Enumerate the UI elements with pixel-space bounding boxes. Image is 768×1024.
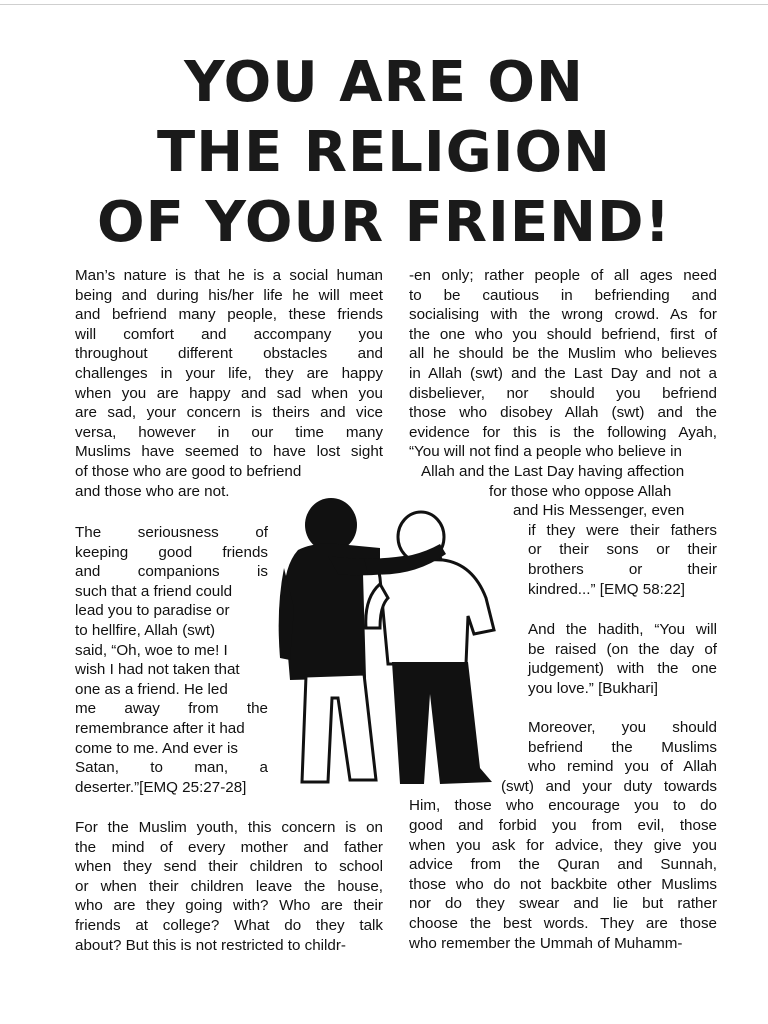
title-line-2: THE RELIGION xyxy=(157,120,611,185)
text-line: be raised (on the day of xyxy=(528,640,717,658)
text-line: or their sons or their xyxy=(528,541,717,559)
right-paragraph-hadith xyxy=(528,620,717,698)
text-line: those who do not backbite other Muslims xyxy=(409,875,717,893)
text-line: who remember the Ummah of Muhamm- xyxy=(409,934,683,952)
text-line: are sad, your concern is theirs and vice xyxy=(75,404,383,422)
text-line: who are they going with? Who are their xyxy=(75,897,383,915)
text-line: to hellfire, Allah (swt) xyxy=(75,621,216,639)
text-line: and companions is xyxy=(75,563,268,581)
page-title xyxy=(0,48,768,258)
text-line: those who disobey Allah (swt) and the xyxy=(409,404,717,422)
text-line: Muslims have seemed to have lost sight xyxy=(75,443,383,461)
text-line: or when their children leave the house, xyxy=(75,877,383,895)
text-line: and those who are not. xyxy=(75,482,230,500)
text-line: advice from the Quran and Sunnah, xyxy=(409,856,717,874)
text-line: “You will not find a people who believe in xyxy=(409,443,682,461)
text-line: when you are happy and sad when you xyxy=(75,384,383,402)
text-line: you love.” [Bukhari] xyxy=(528,679,658,697)
text-line: in Allah (swt) and the Last Day and not a xyxy=(409,364,717,382)
left-paragraph-seriousness xyxy=(75,523,268,797)
text-line: for those who oppose Allah xyxy=(489,482,672,500)
two-friends-embracing-icon xyxy=(268,498,508,788)
text-line: versa, however in our time many xyxy=(75,423,383,441)
text-line: come to me. And ever is xyxy=(75,739,238,757)
text-line: me away from the xyxy=(75,700,268,718)
text-line: such that a friend could xyxy=(75,582,233,600)
text-line: being and during his/her life he will meet xyxy=(75,286,383,304)
text-line: kindred...” [EMQ 58:22] xyxy=(528,580,686,598)
text-line: disbeliever, nor should you befriend xyxy=(409,384,717,402)
text-line: Moreover, you should xyxy=(528,719,717,736)
left-paragraph-muslim-youth xyxy=(75,818,383,955)
text-line: Man’s nature is that he is a social human xyxy=(75,267,383,284)
text-line: when you ask for advice, they give you xyxy=(409,836,717,854)
text-line: all he should be the Muslim who believes xyxy=(409,345,717,363)
text-line: befriend the Muslims xyxy=(528,738,717,756)
text-line: keeping good friends xyxy=(75,543,268,561)
text-line: The seriousness of xyxy=(75,524,268,541)
text-line: remembrance after it had xyxy=(75,719,245,737)
text-line: Satan, to man, a xyxy=(75,759,268,777)
text-line: who remind you of Allah xyxy=(528,758,717,776)
text-line: friends at college? What do they talk xyxy=(75,916,383,934)
left-paragraph-intro xyxy=(75,266,383,501)
text-line: will comfort and accompany you xyxy=(75,325,383,343)
text-line: said, “Oh, woe to me! I xyxy=(75,641,228,659)
text-line: choose the best words. They are those xyxy=(409,914,717,932)
text-line: wish I had not taken that xyxy=(75,661,240,679)
text-line: socialising with the wrong crowd. As for xyxy=(409,306,717,324)
text-line: brothers or their xyxy=(528,560,717,578)
text-line: deserter.”[EMQ 25:27-28] xyxy=(75,778,247,796)
text-line: Allah and the Last Day having affection xyxy=(421,462,685,480)
text-line: (swt) and your duty towards xyxy=(501,777,717,795)
text-line: And the hadith, “You will xyxy=(528,621,717,638)
text-line: and befriend many people, these friends xyxy=(75,306,383,324)
text-line: judgement) with the one xyxy=(528,660,717,678)
title-line-3: OF YOUR FRIEND! xyxy=(97,190,671,255)
text-line: the mind of every mother and father xyxy=(75,838,383,856)
text-line: lead you to paradise or xyxy=(75,602,230,620)
text-line: For the Muslim youth, this concern is on xyxy=(75,819,383,836)
text-line: Him, those who encourage you to do xyxy=(409,797,717,815)
page-top-edge xyxy=(0,4,768,5)
text-line: and His Messenger, even xyxy=(513,502,685,520)
text-line: evidence for this is the following Ayah, xyxy=(409,423,717,441)
text-line: of those who are good to befriend xyxy=(75,462,302,480)
text-line: one as a friend. He led xyxy=(75,680,228,698)
text-line: when they send their children to school xyxy=(75,858,383,876)
text-line: throughout different obstacles and xyxy=(75,345,383,363)
text-line: the one who you should befriend, first of xyxy=(409,325,717,343)
text-line: good and forbid you from evil, those xyxy=(409,816,717,834)
text-line: if they were their fathers xyxy=(528,521,717,539)
text-line: nor do they swear and lie but rather xyxy=(409,895,717,913)
title-line-1: YOU ARE ON xyxy=(184,50,584,115)
text-line: about? But this is not restricted to childr- xyxy=(75,936,346,954)
text-line: -en only; rather people of all ages need xyxy=(409,267,717,284)
text-line: challenges in your life, they are happy xyxy=(75,364,383,382)
text-line: to be cautious in befriending and xyxy=(409,286,717,304)
